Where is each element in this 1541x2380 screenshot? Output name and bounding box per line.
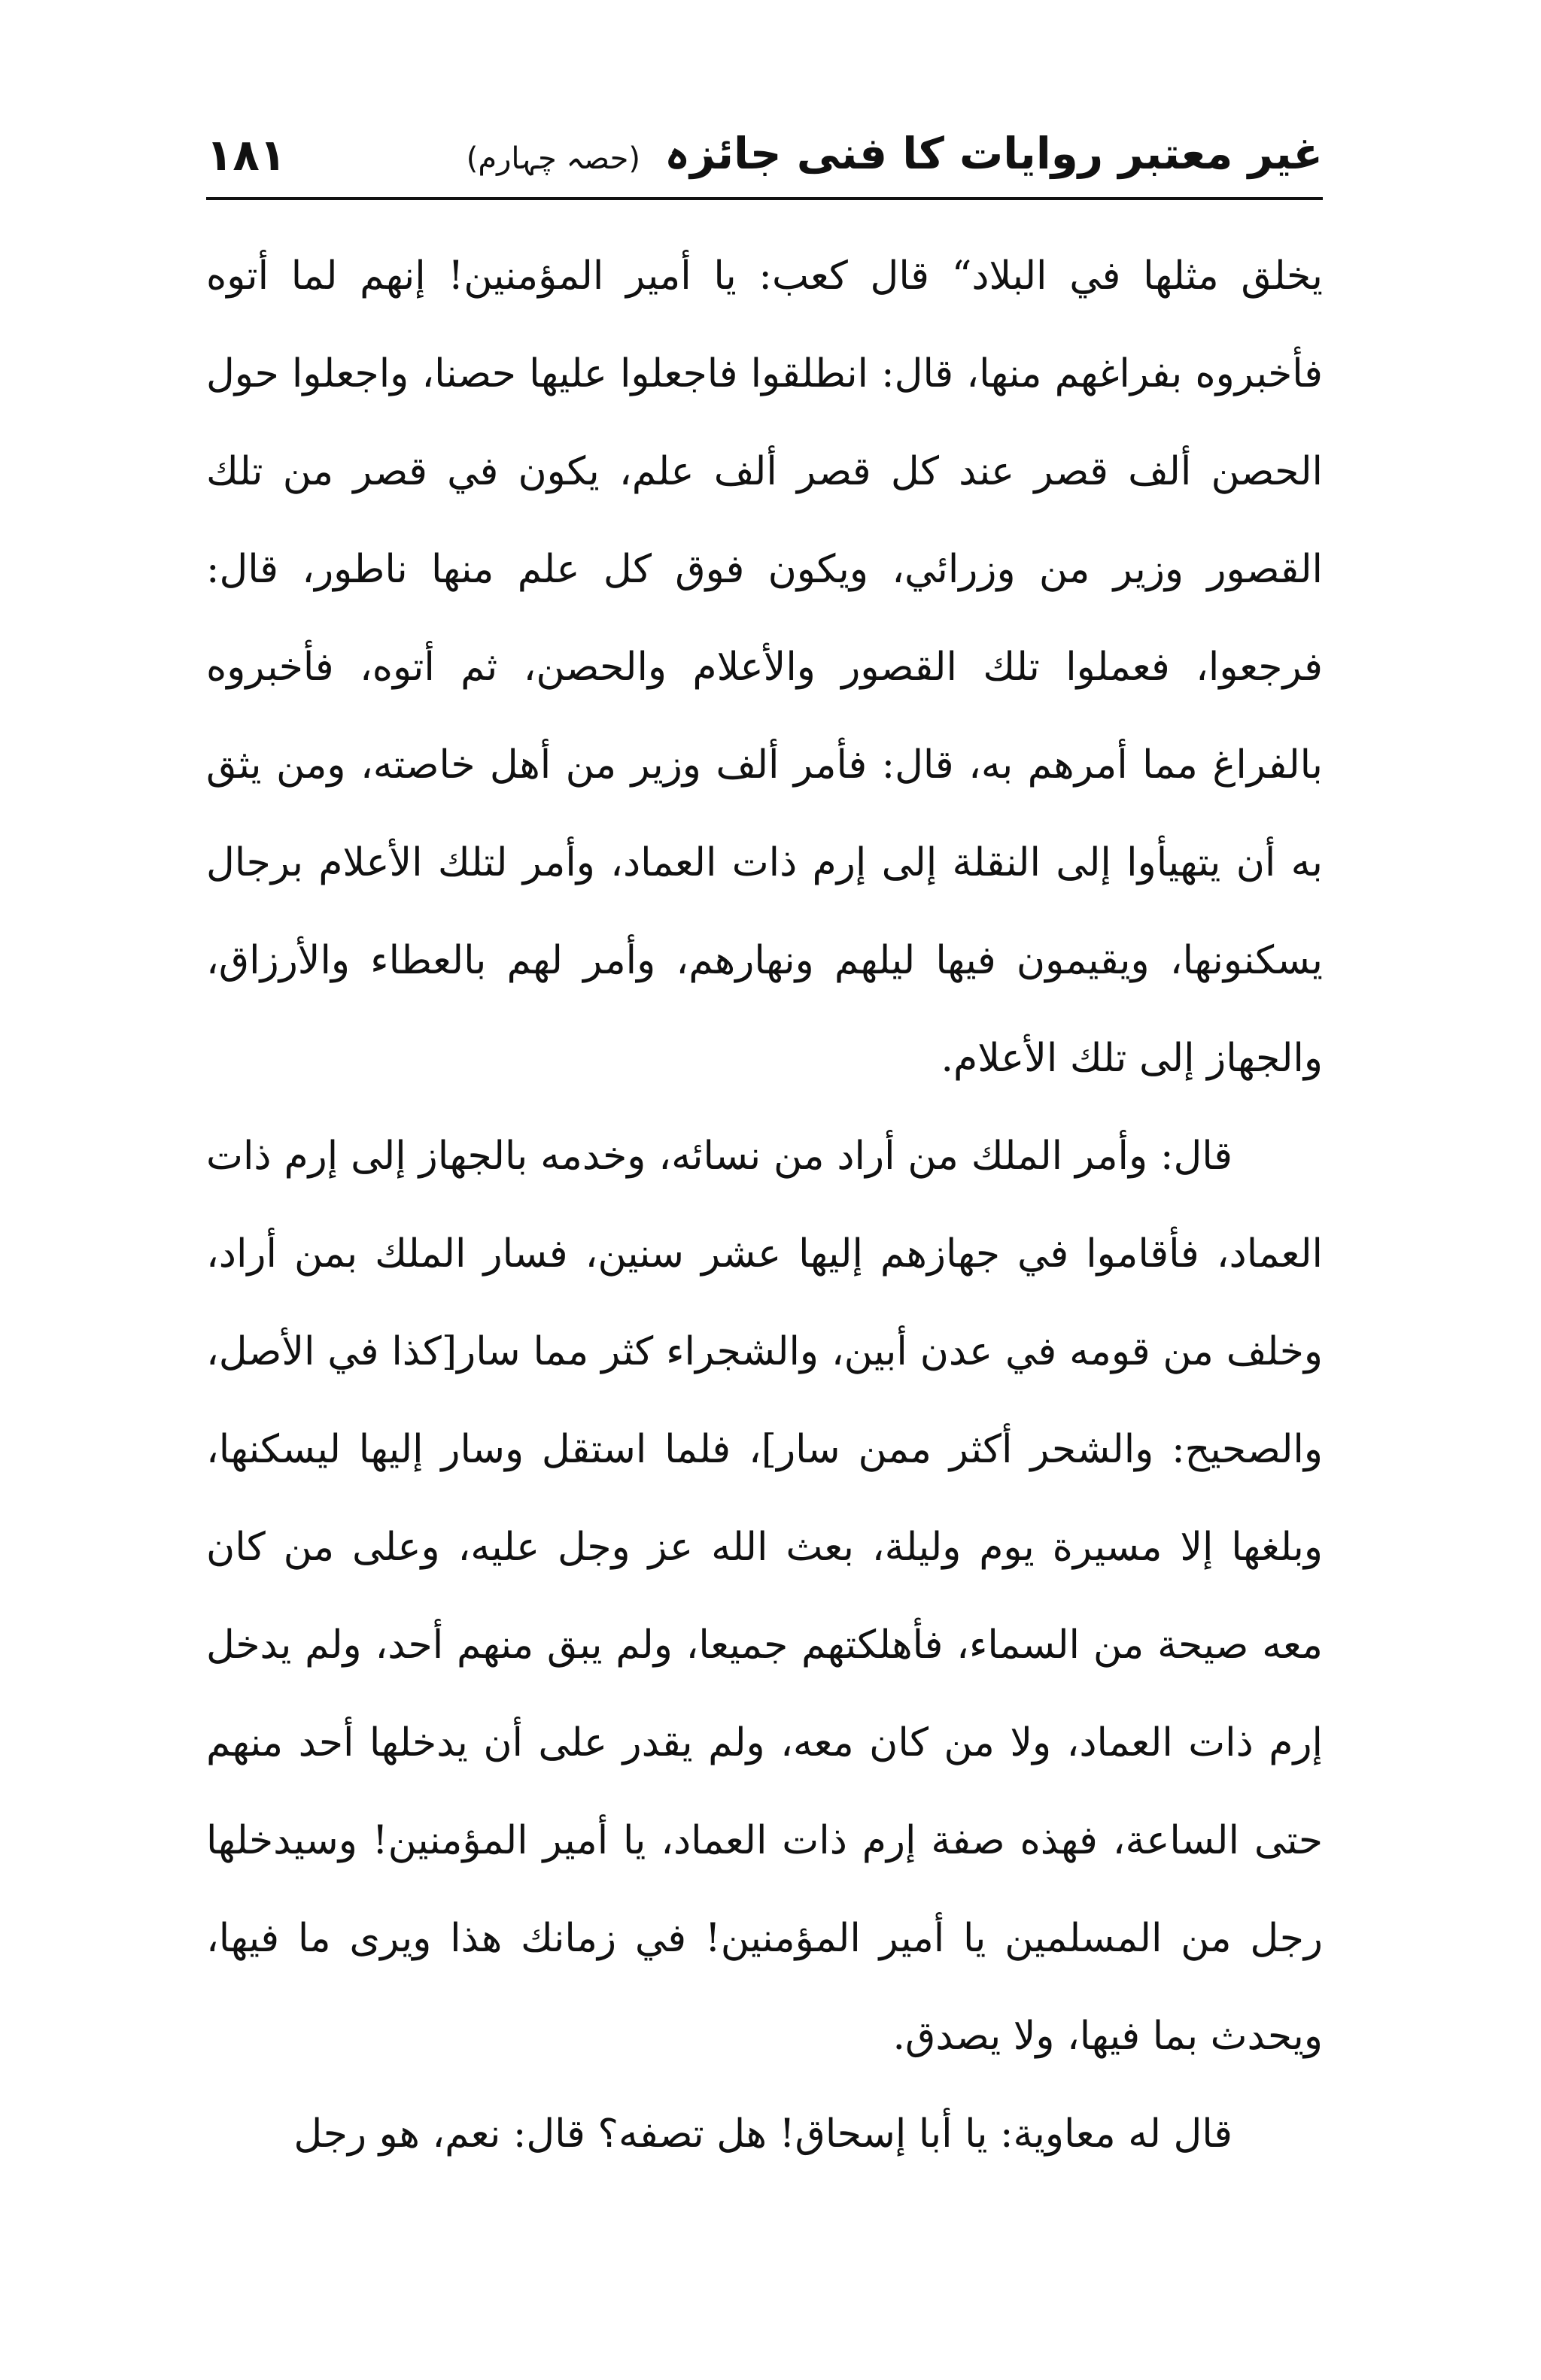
- page-number: ١٨١: [206, 129, 287, 181]
- body-text: [206, 227, 1323, 2183]
- paragraph-1: يخلق مثلها في البلاد“ قال كعب: يا أمير المؤمنين! إنهم لما أتوه فأخبروه بفراغهم منها، قال: انطلقوا فاجعلوا عليها حصنا، واجعلوا حول الحصن ألف قصر عند كل قصر ألف علم، يكون في قصر من تلك القصور وزير من وزرائي، ويكون فوق كل علم منها ناطور، قال: فرجعوا، فعملوا تلك القصور والأعلام والحصن، ثم أتوه، فأخبروه بالفراغ مما أمرهم به، قال: فأمر ألف وزير من أهل خاصته، ومن يثق به أن يتهيأوا إلى النقلة إلى إرم ذات العماد، وأمر لتلك الأعلام برجال يسكنونها، ويقيمون فيها ليلهم ونهارهم، وأمر لهم بالعطاء والأرزاق، والجهاز إلى تلك الأعلام.: [206, 253, 1323, 1081]
- book-part-label: (حصہ چہارم): [466, 141, 640, 176]
- book-title: [467, 123, 1323, 189]
- paragraph-2: قال: وأمر الملك من أراد من نسائه، وخدمه بالجهاز إلى إرم ذات العماد، فأقاموا في جهازهم إليها عشر سنين، فسار الملك بمن أراد، وخلف من قومه في عدن أبين، والشجراء كثر مما سار[كذا في الأصل، والصحيح: والشحر أكثر ممن سار]، فلما استقل وسار إليها ليسكنها، وبلغها إلا مسيرة يوم وليلة، بعث الله عز وجل عليه، وعلى من كان معه صيحة من السماء، فأهلكتهم جميعا، ولم يبق منهم أحد، ولم يدخل إرم ذات العماد، ولا من كان معه، ولم يقدر على أن يدخلها أحد منهم حتى الساعة، فهذه صفة إرم ذات العماد، يا أمير المؤمنين! وسيدخلها رجل من المسلمين يا أمير المؤمنين! في زمانك هذا ويرى ما فيها، ويحدث بما فيها، ولا يصدق.: [206, 1134, 1323, 2059]
- paragraph-3: قال له معاوية: يا أبا إسحاق! هل تصفه؟ قال: نعم، هو رجل: [293, 2111, 1232, 2157]
- running-head: [206, 113, 1323, 197]
- header-divider: [206, 197, 1323, 200]
- book-title-text: غیر معتبر روایات کا فنی جائزہ: [664, 128, 1323, 179]
